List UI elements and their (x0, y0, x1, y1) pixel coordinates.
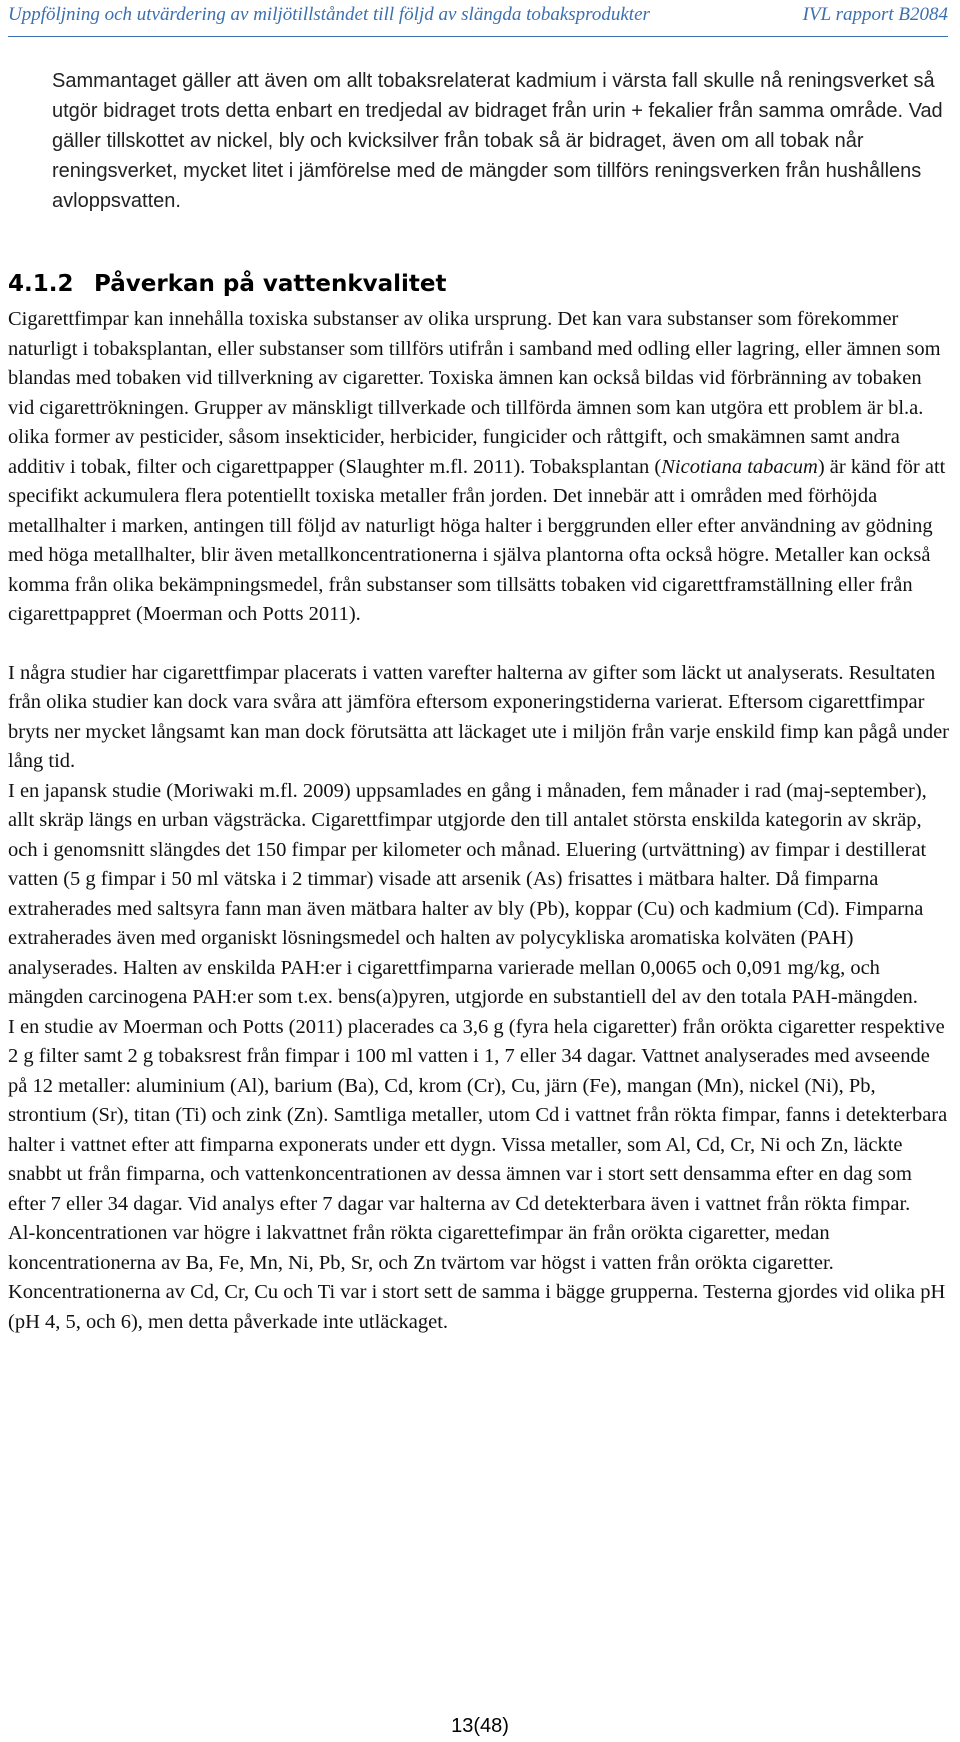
section-body (8, 305, 952, 1337)
section-number: 4.1.2 (8, 271, 74, 297)
species-name: Nicotiana tabacum (661, 455, 818, 478)
report-number: IVL rapport B2084 (802, 4, 948, 25)
paragraph-substances-part2: ) är känd för att specifikt ackumulera flera potentiellt toxiska metaller från jorden. Det innebär att i områden med förhöjda metallhalter i marken, antingen till följd av naturligt höga halter i berggrunden eller efter användning av gödning med höga metallhalter, blir även metallkoncentrationerna i själva plantorna ofta också högre. Metaller kan också komma från olika bekämpningsmedel, från substanser som tillsätts tobaken vid cigarettframställning eller från cigarettpappret (Moerman och Potts 2011). (8, 455, 946, 625)
intro-paragraph: Sammantaget gäller att även om allt tobaksrelaterat kadmium i värsta fall skulle nå reningsverket så utgör bidraget trots detta enbart en tredjedal av bidraget från urin + fekalier från samma område. Vad gäller tillskottet av nickel, bly och kvicksilver från tobak så är bidraget, även om all tobak når reningsverket, mycket litet i jämförelse med de mängder som tillförs reningsverken från hushållens avloppsvatten. (52, 70, 943, 212)
section-title: Påverkan på vattenkvalitet (94, 271, 447, 297)
paragraph-gap (8, 630, 952, 659)
paragraph-moerman-study: I en studie av Moerman och Potts (2011) placerades ca 3,6 g (fyra hela cigaretter) från orökta cigaretter respektive 2 g filter samt 2 g tobaksrest från fimpar i 100 ml vatten i 1, 7 eller 34 dagar. Vattnet analyserades med avseende på 12 metaller: aluminium (Al), barium (Ba), Cd, krom (Cr), Cu, järn (Fe), mangan (Mn), nickel (Ni), Pb, strontium (Sr), titan (Ti) och zink (Zn). Samtliga metaller, utom Cd i vattnet från rökta fimpar, fanns i detekterbara halter i vattnet efter att fimparna exponerats under ett dygn. Vissa metaller, som Al, Cd, Cr, Ni och Zn, läckte snabbt ut från fimparna, och vattenkoncentrationen av dessa ämnen var i stort sett densamma efter en dag som efter 7 eller 34 dagar. Vid analys efter 7 dagar var halterna av Cd detekterbara även i vattnet från rökta fimpar. (8, 1015, 948, 1215)
section-heading (8, 271, 447, 297)
paragraph-aluminium-results: Al-koncentrationen var högre i lakvattnet från rökta cigarettefimpar än från orökta cigaretter, medan koncentrationerna av Ba, Fe, Mn, Ni, Pb, Sr, och Zn tvärtom var högst i vatten från orökta cigaretter. Koncentrationerna av Cd, Cr, Cu och Ti var i stort sett de samma i bägge grupperna. Testerna gjordes vid olika pH (pH 4, 5, och 6), men detta påverkade inte utläckaget. (8, 1222, 946, 1333)
intro-section (52, 66, 948, 216)
paragraph-japanese-study: I en japansk studie (Moriwaki m.fl. 2009) uppsamlades en gång i månaden, fem månader i rad (maj-september), allt skräp längs en urban vägsträcka. Cigarettfimpar utgjorde den till antalet största enskilda kategorin av skräp, och i genomsnitt slängdes det 150 fimpar per kilometer och månad. Eluering (urtvättning) av fimpar i destillerat vatten (5 g fimpar i 50 ml vätska i 2 timmar) visade att arsenik (As) frisattes i mätbara halter. Då fimparna extraherades med saltsyra fann man även mätbara halter av bly (Pb), koppar (Cu) och kadmium (Cd). Fimparna extraherades även med organiskt lösningsmedel och halten av polycykliska aromatiska kolväten (PAH) analyserades. Halten av enskilda PAH:er i cigarettfimparna varierade mellan 0,0065 och 0,091 mg/kg, och mängden carcinogena PAH:er som t.ex. bens(a)pyren, utgjorde en substantiell del av den totala PAH-mängden. (8, 779, 927, 1008)
paragraph-leaching-studies: I några studier har cigarettfimpar placerats i vatten varefter halterna av gifter som läckt ut analyserats. Resultaten från olika studier kan dock vara svåra att jämföra eftersom exponeringstiderna varierat. Eftersom cigarettfimpar bryts ner mycket långsamt kan man dock förutsätta att läckaget ute i miljön från varje enskild fimp kan pågå under lång tid. (8, 661, 949, 772)
page-header (8, 0, 948, 36)
page-number: 13(48) (451, 1715, 509, 1737)
paragraph-substances-part1: Cigarettfimpar kan innehålla toxiska substanser av olika ursprung. Det kan vara substanser som förekommer naturligt i tobaksplantan, eller substanser som tillförs utifrån i samband med odling eller lagring, eller ämnen som blandas med tobaken vid tillverkning av cigaretter. Toxiska ämnen kan också bildas vid förbränning av tobaken vid cigarettrökningen. Grupper av mänskligt tillverkade och tillförda ämnen som kan utgöra ett problem är bl.a. olika former av pesticider, såsom insekticider, herbicider, fungicider och råttgift, och smakämnen samt andra additiv i tobak, filter och cigarettpapper (Slaughter m.fl. 2011). Tobaksplantan ( (8, 308, 941, 478)
header-divider (8, 36, 948, 37)
paragraph-substances (8, 305, 952, 630)
report-title: Uppföljning och utvärdering av miljötillståndet till följd av slängda tobaksprodukter (8, 4, 650, 25)
